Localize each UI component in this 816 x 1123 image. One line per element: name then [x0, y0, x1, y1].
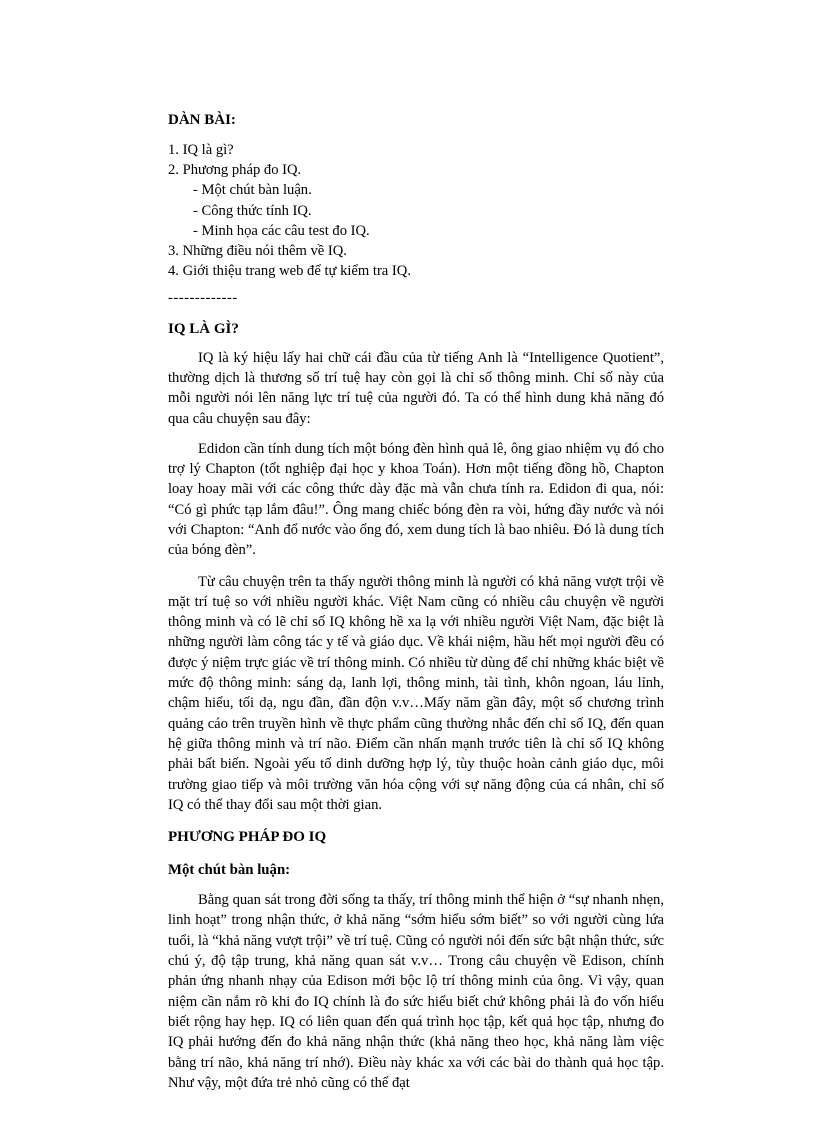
outline-subitem: - Một chút bàn luận.: [193, 182, 312, 199]
section-heading-iq: IQ LÀ GÌ?: [168, 320, 239, 337]
outline-title: DÀN BÀI:: [168, 112, 236, 128]
outline-list: [168, 140, 664, 281]
body-paragraph: Bằng quan sát trong đời sống ta thấy, trí thông minh thể hiện ở “sự nhanh nhẹn, linh hoạt” trong nhận thức, ở khả năng “sớm hiểu sớm biết” so với người cùng lứa tuổi, là “khả năng vượt trội” về trí tuệ. Cũng có người nói đến sức bật nhận thức, sức chú ý, độ tập trung, khả năng quan sát v.v… Trong câu chuyện về Edison, chính phản ứng nhanh nhạy của Edison mới bộc lộ trí thông minh của ông. Vì vậy, quan niệm cần nắm rõ khi đo IQ chính là đo sức hiểu biết chứ không phải là đo vốn hiểu biết rộng hay hẹp. IQ có liên quan đến quá trình học tập, kết quả học tập, nhưng đo IQ phải hướng đến đo khả năng nhận thức (khả năng theo học, khả năng làm việc bằng trí não, khả năng trí nhớ). Điều này khác xa với các bài do thành quả học tập. Như vậy, một đứa trẻ nhỏ cũng có thể đạt: [168, 892, 664, 1091]
outline-item: 3. Những điều nói thêm về IQ.: [168, 242, 347, 259]
outline-subitem: - Minh họa các câu test đo IQ.: [193, 222, 370, 239]
section-heading-method: PHƯƠNG PHÁP ĐO IQ: [168, 829, 327, 846]
separator-line: -------------: [168, 290, 238, 307]
body-paragraph: Từ câu chuyện trên ta thấy người thông minh là người có khả năng vượt trội về mặt trí tuệ so với nhiều người khác. Việt Nam cũng có nhiều câu chuyện về người thông minh và có lẽ chỉ số IQ không hề xa lạ với nhiều người Việt Nam, đặc biệt là những người làm công tác y tế và giáo dục. Về khái niệm, hầu hết mọi người đều có được ý niệm trực giác về trí thông minh. Có nhiều từ dùng để chỉ những khác biệt về mức độ thông minh: sáng dạ, lanh lợi, thông minh, tài tình, khôn ngoan, láu lỉnh, chậm hiểu, tối dạ, ngu đần, đần độn v.v…Mấy năm gần đây, một số chương trình quảng cáo trên truyền hình về thực phẩm cũng thường nhắc đến chỉ số IQ, đến quan hệ giữa thông minh và trí não. Điểm cần nhấn mạnh trước tiên là chỉ số IQ không phải bất biến. Ngoài yếu tố dinh dưỡng hợp lý, tùy thuộc hoàn cảnh giáo dục, môi trường giao tiếp và môi trường văn hóa cộng với sự năng động của cá nhân, chỉ số IQ có thể thay đổi sau một thời gian.: [168, 573, 664, 813]
subsection-heading: Một chút bàn luận:: [168, 862, 291, 879]
outline-item: 1. IQ là gì?: [168, 142, 234, 158]
outline-item: 4. Giới thiệu trang web để tự kiểm tra IQ.: [168, 263, 411, 280]
outline-item: 2. Phương pháp đo IQ.: [168, 162, 302, 179]
document-body: [168, 110, 664, 1093]
body-paragraph-story: Edidon cần tính dung tích một bóng đèn hình quả lê, ông giao nhiệm vụ đó cho trợ lý Chapton (tốt nghiệp đại học y khoa Toán). Hơn một tiếng đồng hồ, Chapton loay hoay mãi với các công thức dày đặc mà vẫn chưa tính ra. Edidon đi qua, nói: “Có gì phức tạp lắm đâu!”. Ông mang chiếc bóng đèn ra vòi, hứng đầy nước và nói với Chapton: “Anh đổ nước vào ống đó, xem dung tích là bao nhiêu. Đó là dung tích của bóng đèn”.: [168, 440, 664, 559]
body-paragraph: IQ là ký hiệu lấy hai chữ cái đầu của từ tiếng Anh là “Intelligence Quotient”, thường dịch là thương số trí tuệ hay còn gọi là chỉ số thông minh. Chỉ số này của mỗi người nói lên năng lực trí tuệ của người đó. Ta có thể hình dung khả năng đó qua câu chuyện sau đây:: [168, 349, 664, 427]
outline-subitem: - Công thức tính IQ.: [193, 202, 312, 219]
